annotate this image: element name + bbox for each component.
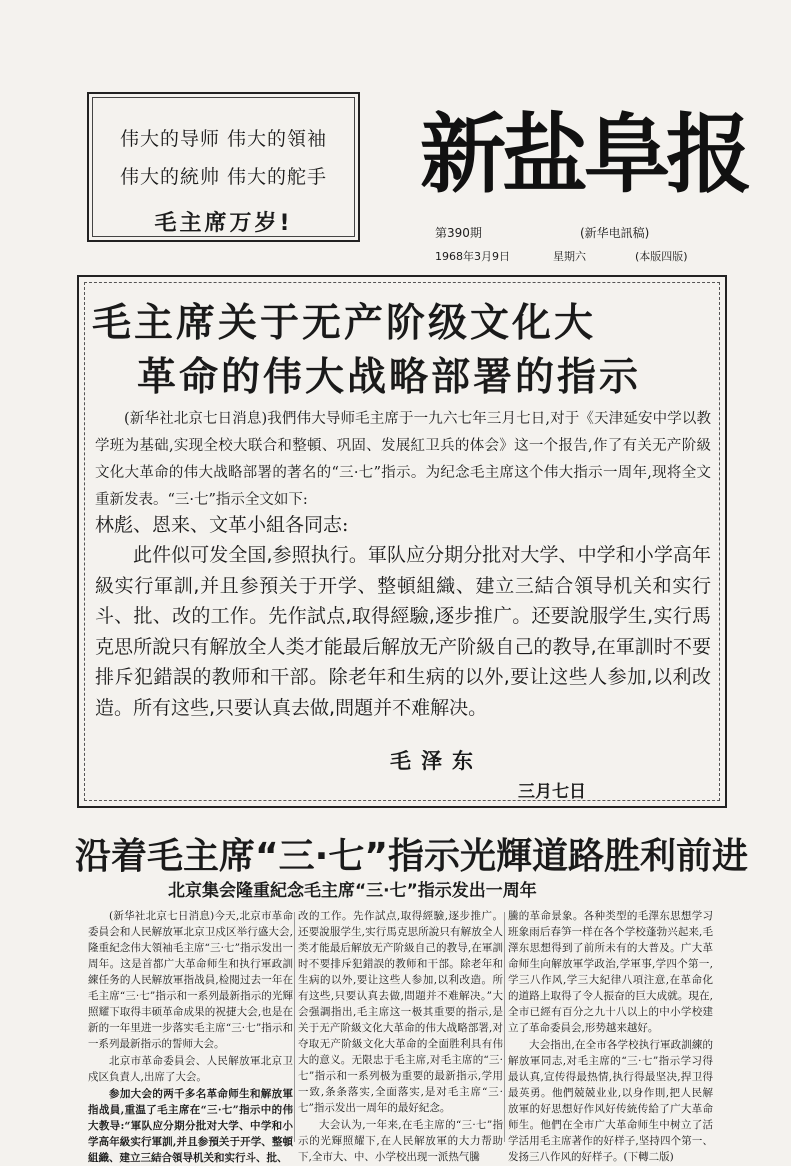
directive-headline-line-2: 革命的伟大战略部署的指示 — [137, 355, 642, 400]
article-paragraph: 参加大会的两千多名革命师生和解放軍指战員,重温了毛主席在“三·七”指示中的伟大教导:“軍队应分期分批对大学、中学和小学高年級实行軍訓,并且参預关于开学、整頓組織、建立三結合領导机关和实行斗、批、 — [88, 1088, 293, 1164]
directive-signature: 毛泽东 — [390, 749, 483, 773]
directive-intro: (新华社北京七日消息)我們伟大导师毛主席于一九六七年三月七日,对于《天津延安中学以教学班为基础,实现全校大联合和整頓、巩固、发展紅卫兵的体会》这一个报告,作了有关无产阶級文化大革命的伟大战略部署的著名的“三·七”指示。为纪念毛主席这个伟大指示一周年,现将全文重新发表。“三·七”指示全文如下: — [95, 411, 711, 508]
column-divider — [504, 912, 505, 1142]
directive-date: 三月七日 — [518, 782, 586, 802]
lead-story-subheadline: 北京集会隆重紀念毛主席“三·七”指示发出一周年 — [168, 881, 537, 901]
article-column-1 — [88, 908, 293, 1164]
article-paragraph: 改的工作。先作試点,取得經驗,逐步推广。还要說服学生,实行馬克思所說只有解放全人类才能最后解放无产阶級自己的教导,在軍訓时不要排斥犯錯誤的教师和干部。除老年和生病的以外,要让这些人参加,以利改造。所有这些,只要认真去做,問題并不难解决。”大会强調指出,毛主席这一极其重要的指示,是关于无产阶級文化大革命的伟大战略部署,对夺取无产阶級文化大革命的全面胜利具有伟大的意义。无限忠于毛主席,对毛主席的“三·七”指示和一系列极为重要的最新指示,学用一致,条条落实,全面落实,是对毛主席“三·七”指示发出一周年的最好紀念。 — [298, 910, 503, 1114]
article-paragraph: 騰的革命景象。各种类型的毛澤东思想学习班象雨后春笋一样在各个学校蓬勃兴起来,毛澤东思想得到了前所未有的大普及。广大革命师生向解放軍学政治,学軍事,学四个第一,学三八作风,学三大紀律八項注意,在革命化的道路上取得了令人振奋的巨大成就。現在,全市已經有百分之九十八以上的中小学校建立了革命委員会,形势越来越好。 — [508, 910, 713, 1034]
quote-line-2: 伟大的統帅 伟大的舵手 — [119, 166, 328, 188]
issue-number: 第390期 — [435, 226, 482, 240]
article-paragraph: (新华社北京七日消息)今天,北京市革命委員会和人民解放軍北京卫戍区举行盛大会,隆重紀念伟大領袖毛主席“三·七”指示发出一周年。这是首都广大革命师生和执行軍政訓練任务的人民解放軍指战員,检閱过去一年在毛主席“三·七”指示和一系列最新指示的光輝照耀下取得丰硕革命成果的祝捷大会,也是在新的一年里进一步落实毛主席“三·七”指示和一系列最新指示的誓师大会。 — [88, 910, 293, 1050]
column-divider — [294, 912, 295, 1142]
newspaper-title: 新盐阜报 — [420, 105, 748, 205]
directive-salutation: 林彪、恩来、文革小組各同志: — [95, 514, 349, 536]
lead-story-headline: 沿着毛主席“三·七”指示光輝道路胜利前进 — [75, 836, 748, 877]
article-paragraph: 北京市革命委員会、人民解放軍北京卫戍区負責人,出席了大会。 — [88, 1055, 293, 1083]
directive-headline-line-1: 毛主席关于无产阶级文化大 — [92, 301, 597, 346]
masthead-quote-box — [87, 92, 360, 242]
article-paragraph: 大会认为,一年来,在毛主席的“三·七”指示的光輝照耀下,在人民解放軍的大力帮助下,全市大、中、小学校出现一派热气騰 — [298, 1119, 503, 1163]
quote-line-1: 伟大的导师 伟大的領袖 — [119, 128, 328, 150]
page-count-note: (本版四版) — [635, 250, 688, 263]
quote-line-3: 毛主席万岁! — [154, 211, 293, 236]
issue-weekday: 星期六 — [553, 250, 586, 263]
issue-date: 1968年3月9日 — [435, 250, 510, 263]
news-source: (新华电訊稿) — [580, 226, 650, 240]
directive-body: 此件似可发全国,参照执行。軍队应分期分批对大学、中学和小学高年級实行軍訓,并且参預关于开学、整頓組織、建立三結合領导机关和实行斗、批、改的工作。先作試点,取得經驗,逐步推广。还要說服学生,实行馬克思所說只有解放全人类才能最后解放无产阶級自己的教导,在軍訓时不要排斥犯錯誤的教师和干部。除老年和生病的以外,要让这些人参加,以利改造。所有这些,只要认真去做,問題并不难解决。 — [95, 544, 711, 719]
article-column-2 — [298, 908, 503, 1163]
article-column-3 — [508, 908, 713, 1163]
article-paragraph: 大会指出,在全市各学校执行軍政訓練的解放軍同志,对毛主席的“三·七”指示学习得最认真,宣传得最热情,执行得最坚决,捍卫得最英勇。他們兢兢业业,以身作則,把人民解放軍的好思想好作风好传統传給了广大革命师生。他們在全市广大革命师生中树立了活学活用毛主席著作的好样子,坚持四个第一、发扬三八作风的好样子。(下轉二版) — [508, 1039, 713, 1163]
